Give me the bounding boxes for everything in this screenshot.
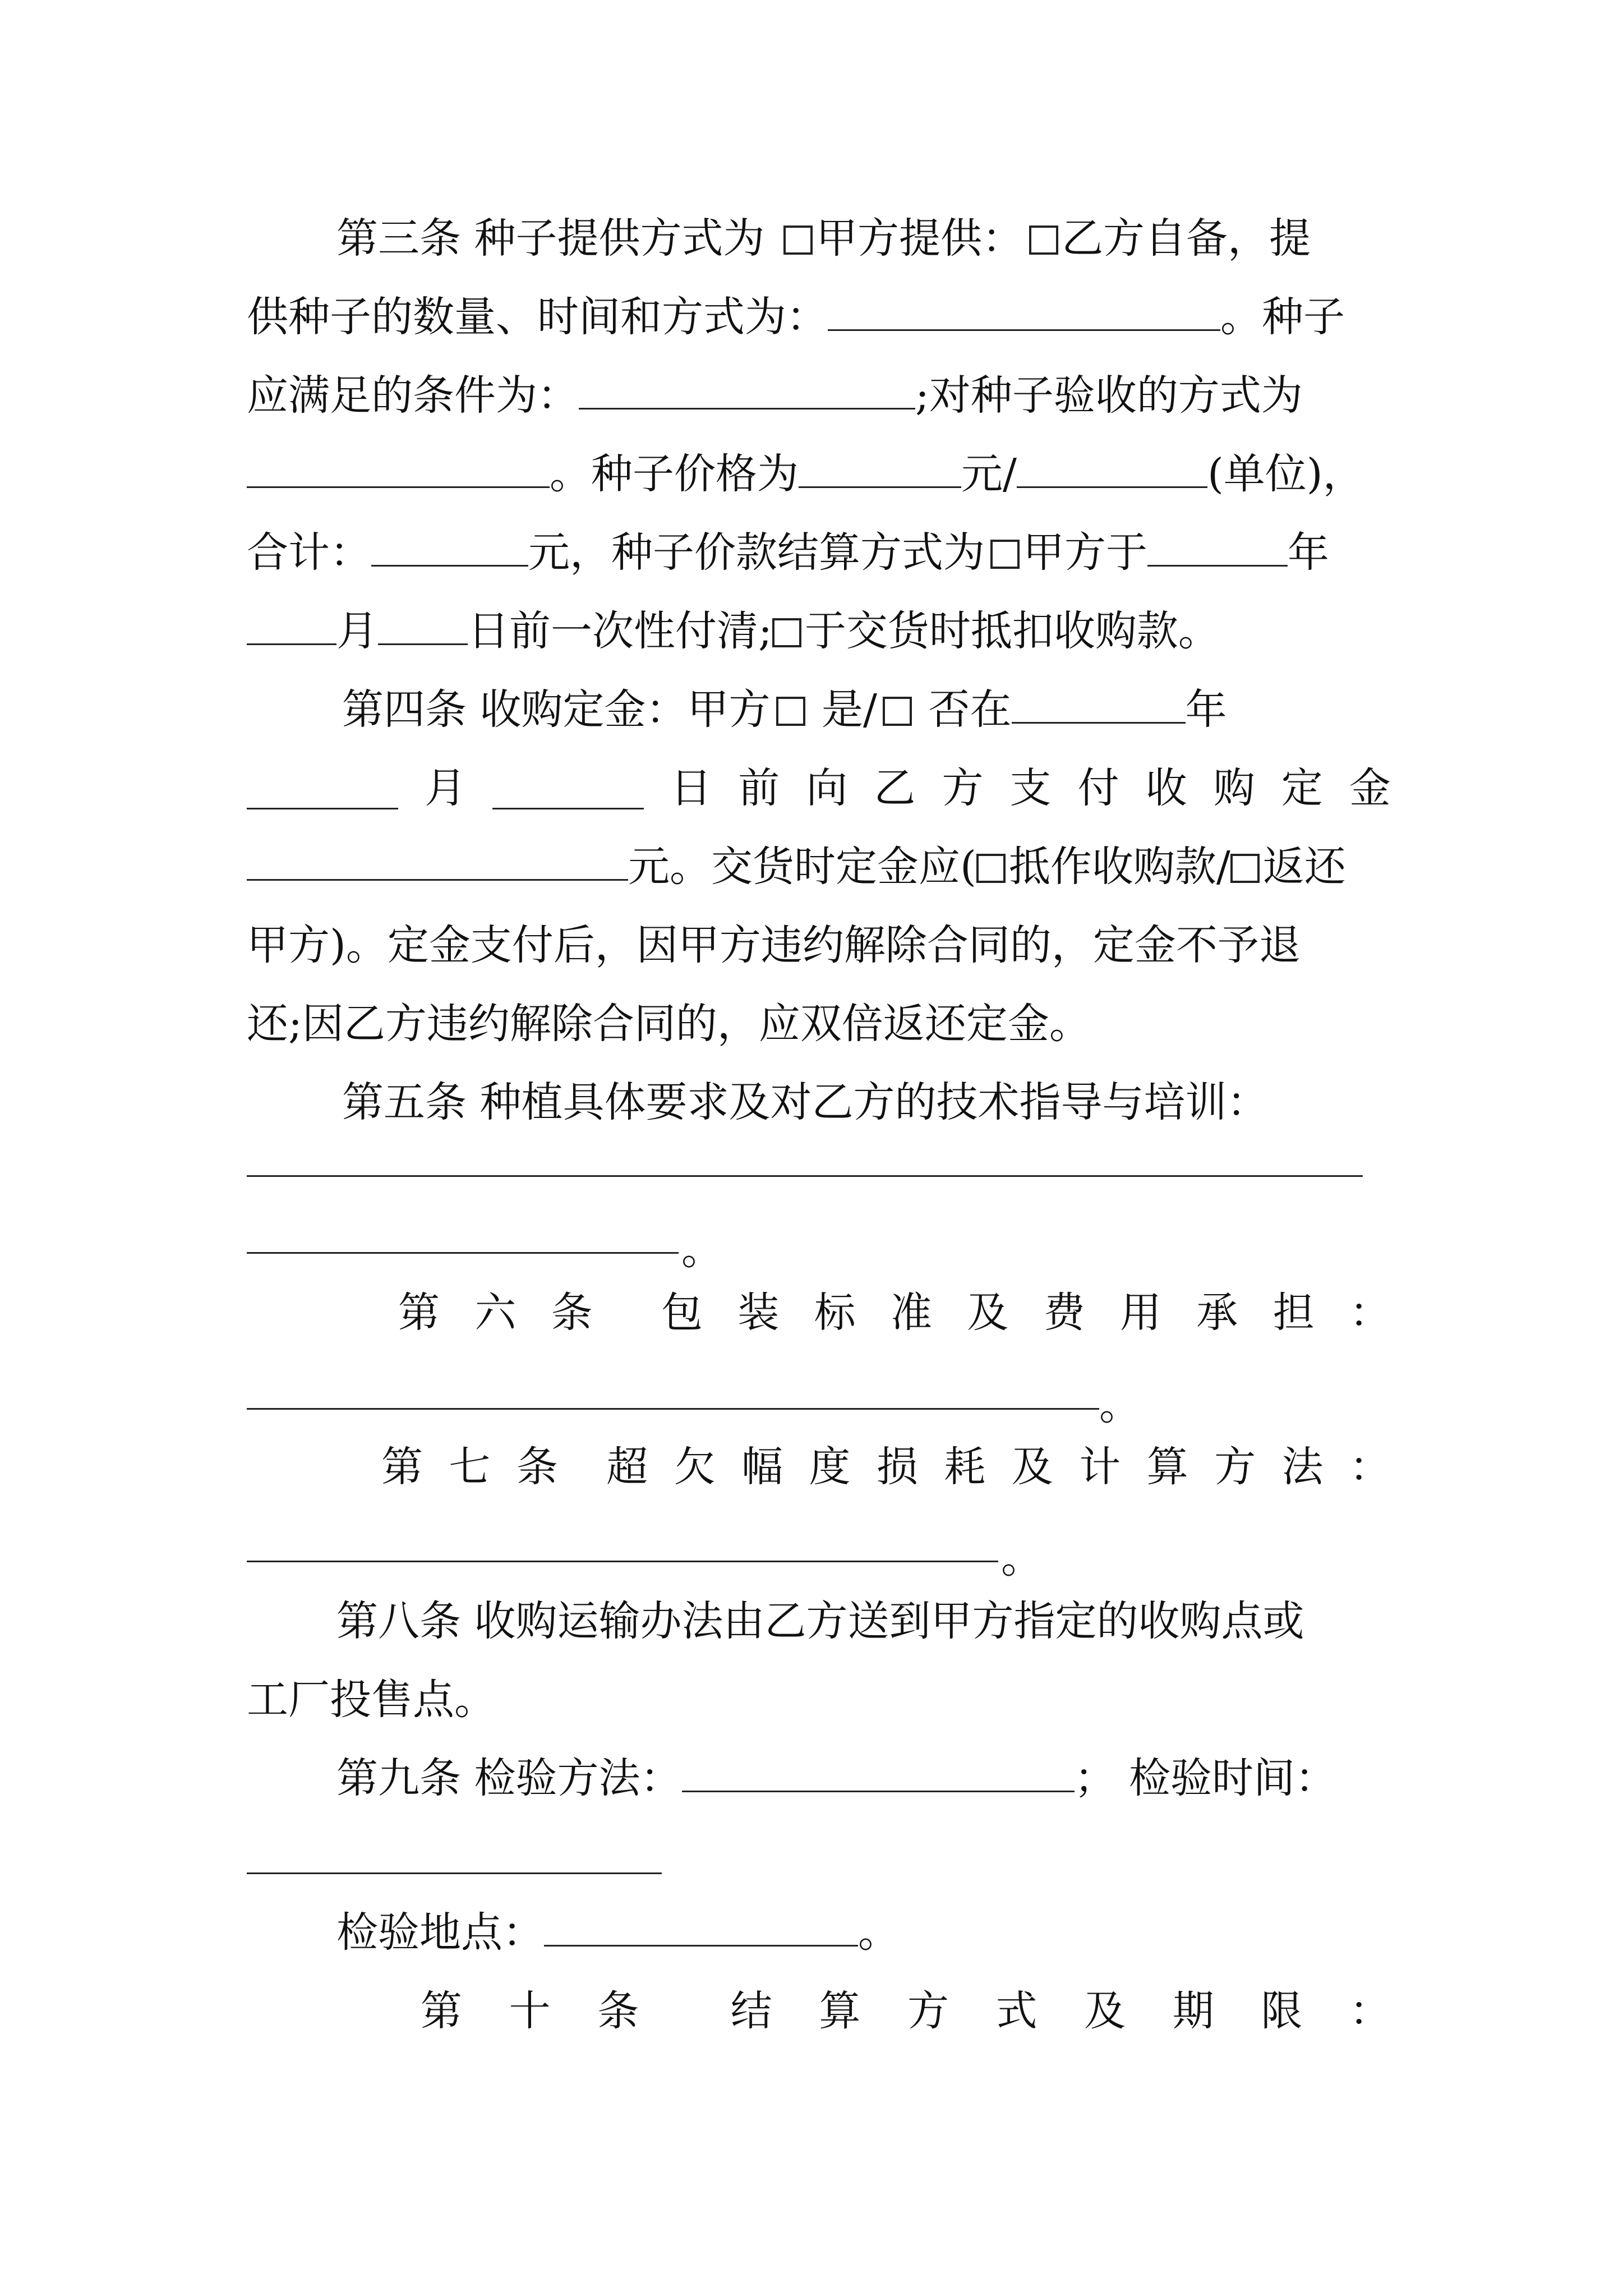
article3-line3	[247, 362, 1391, 429]
article4-char: 方	[942, 764, 984, 812]
checkbox-deposit-no[interactable]	[883, 697, 912, 726]
inspection-method-label: 第九条 检验方法：	[336, 1754, 682, 1802]
article4-char: 收	[1145, 764, 1187, 812]
article7-char: 超	[606, 1443, 648, 1491]
article5-blank-line2[interactable]	[247, 1252, 679, 1254]
article5-heading: 第五条 种植具体要求及对乙方的技术指导与培训：	[342, 1078, 1269, 1126]
article10-char: 算	[819, 1987, 861, 2035]
article4-line2	[247, 754, 1391, 822]
pay-day-blank[interactable]	[378, 603, 468, 645]
article7-char: 条	[516, 1443, 558, 1491]
option-party-b-provides-label: 乙方自备，提	[1062, 214, 1311, 263]
month-label: 月	[336, 607, 378, 655]
seed-text: 。种子	[1220, 293, 1345, 341]
article7-heading	[381, 1433, 1391, 1501]
deposit-no-label: 否在	[915, 685, 1012, 734]
article4-char: 向	[806, 764, 848, 812]
article10-char: 十	[509, 1987, 551, 2035]
article6-char: 包	[661, 1289, 703, 1337]
article10-char: 方	[907, 1987, 949, 2035]
article7-char: 幅	[741, 1443, 783, 1491]
article4-char: 日	[670, 764, 712, 812]
inspection-place-blank[interactable]	[544, 1904, 858, 1947]
article10-char: 第	[421, 1987, 462, 2035]
checkbox-deduct-on-delivery[interactable]	[772, 618, 801, 647]
article6-char: 第	[398, 1289, 440, 1337]
deposit-month-label: 月	[425, 764, 467, 812]
inspection-time-blank[interactable]	[247, 1872, 662, 1874]
article6-char: 六	[474, 1289, 517, 1337]
seed-price-label: 。种子价格为	[550, 450, 799, 498]
article6-char: 担	[1272, 1289, 1315, 1337]
seed-condition-blank[interactable]	[579, 367, 915, 409]
article3-heading: 第三条 种子提供方式为	[336, 214, 765, 263]
inspection-method-blank[interactable]	[682, 1750, 1075, 1792]
checkbox-pay-in-full[interactable]	[990, 540, 1020, 569]
article4-char: 乙	[874, 764, 916, 812]
article6-char: 准	[890, 1289, 932, 1337]
deposit-delivery-label: 元。交货时定金应(	[628, 843, 976, 891]
article4-line4: 甲方)。定金支付后，因甲方违约解除合同的，定金不予退	[247, 921, 1301, 969]
article6-char: ：	[1349, 1289, 1391, 1337]
article4-line1	[247, 676, 1391, 743]
article6-period: 。	[1099, 1381, 1141, 1429]
inspection-place-period: 。	[858, 1908, 900, 1957]
article5-blank-line1[interactable]	[247, 1175, 1363, 1177]
deposit-yes-label: 是/	[808, 685, 877, 734]
pay-month-blank[interactable]	[247, 603, 336, 645]
article4-char: 购	[1213, 764, 1255, 812]
seed-unit-blank[interactable]	[1017, 446, 1207, 488]
article10-char: 限	[1261, 1987, 1303, 2035]
article4-line3	[247, 833, 1391, 900]
year-label: 年	[1288, 528, 1329, 577]
deposit-amount-blank[interactable]	[247, 839, 628, 881]
article9-line1	[247, 1745, 1391, 1812]
article6-char: 用	[1119, 1289, 1161, 1337]
article4-char: 付	[1077, 764, 1119, 812]
article7-char: 法	[1281, 1443, 1324, 1491]
seed-acceptance-blank[interactable]	[247, 446, 550, 488]
article6-heading	[398, 1279, 1391, 1346]
deposit-year-label: 年	[1185, 685, 1227, 734]
article10-char: 条	[597, 1987, 639, 2035]
article3-line1	[247, 205, 1391, 272]
article10-char: ：	[1349, 1987, 1391, 2035]
checkbox-party-a-provides[interactable]	[783, 226, 813, 255]
article7-char: 计	[1079, 1443, 1121, 1491]
article9-line3	[247, 1899, 1391, 1966]
seed-price-blank[interactable]	[799, 446, 961, 488]
article8-line2: 工厂投售点。	[247, 1676, 496, 1724]
total-blank[interactable]	[371, 524, 528, 567]
article7-char: 度	[809, 1443, 851, 1491]
article3-line5	[247, 519, 1391, 586]
article4-char: 支	[1009, 764, 1052, 812]
checkbox-party-b-provides[interactable]	[1029, 226, 1058, 255]
deposit-month-blank[interactable]	[247, 767, 398, 809]
article4-char: 定	[1281, 764, 1323, 812]
article10-heading	[421, 1977, 1391, 2045]
seed-quantity-blank[interactable]	[828, 289, 1220, 331]
article8-line1: 第八条 收购运输办法由乙方送到甲方指定的收购点或	[336, 1597, 1304, 1645]
seed-condition-label: 应满足的条件为：	[247, 371, 579, 420]
article4-line5: 还;因乙方违约解除合同的，应双倍返还定金。	[247, 1000, 1091, 1048]
option-party-a-provides-label: 甲方提供：	[816, 214, 1024, 263]
article7-char: 及	[1011, 1443, 1053, 1491]
article7-char: ：	[1349, 1443, 1391, 1491]
return-deposit-label: 返还	[1262, 843, 1346, 891]
article7-char: 损	[876, 1443, 918, 1491]
pay-year-blank[interactable]	[1147, 524, 1288, 567]
inspection-place-label: 检验地点：	[336, 1908, 544, 1957]
seed-unit-label: (单位)，	[1207, 450, 1364, 498]
checkbox-return-deposit[interactable]	[1230, 854, 1260, 883]
pay-once-label: 日前一次性付清;	[468, 607, 772, 655]
deduct-label: 于交货时抵扣收购款。	[804, 607, 1220, 655]
article10-char: 结	[730, 1987, 772, 2035]
article7-char: 算	[1146, 1443, 1188, 1491]
article4-char: 前	[738, 764, 780, 812]
article10-char: 期	[1172, 1987, 1214, 2035]
article6-char: 费	[1043, 1289, 1085, 1337]
article7-char: 欠	[674, 1443, 716, 1491]
article7-char: 第	[381, 1443, 423, 1491]
deposit-day-blank[interactable]	[492, 767, 644, 809]
offset-payment-label: 抵作收购款/	[1008, 843, 1230, 891]
checkbox-offset-payment[interactable]	[976, 854, 1006, 883]
article7-blank-line[interactable]	[247, 1561, 998, 1562]
article5-period: 。	[681, 1226, 723, 1274]
article6-char: 及	[967, 1289, 1009, 1337]
pay-in-full-label: 甲方于	[1023, 528, 1147, 577]
seed-acceptance-label: ;对种子验收的方式为	[915, 371, 1303, 420]
article10-char: 及	[1084, 1987, 1126, 2035]
seed-price-yuan: 元/	[961, 450, 1017, 498]
seed-quantity-label: 供种子的数量、时间和方式为：	[247, 293, 828, 341]
inspection-time-label: ； 检验时间：	[1074, 1754, 1337, 1802]
checkbox-deposit-yes[interactable]	[776, 697, 805, 726]
article3-line2	[247, 283, 1391, 351]
article4-char: 金	[1349, 764, 1391, 812]
article6-char: 条	[551, 1289, 593, 1337]
article6-char: 标	[814, 1289, 856, 1337]
article7-char: 方	[1214, 1443, 1256, 1491]
deposit-year-blank[interactable]	[1012, 682, 1186, 724]
article7-char: 七	[449, 1443, 491, 1491]
settlement-label: 元，种子价款结算方式为	[528, 528, 985, 577]
article6-char: 装	[737, 1289, 780, 1337]
article7-period: 。	[1001, 1534, 1043, 1582]
article3-line4	[247, 440, 1391, 508]
article3-line6	[247, 597, 1391, 665]
article6-blank-line[interactable]	[247, 1408, 1099, 1410]
total-label: 合计：	[247, 528, 371, 577]
article7-char: 耗	[944, 1443, 986, 1491]
article6-char: 承	[1196, 1289, 1238, 1337]
article4-heading: 第四条 收购定金：甲方	[342, 685, 771, 734]
article10-char: 式	[995, 1987, 1038, 2035]
